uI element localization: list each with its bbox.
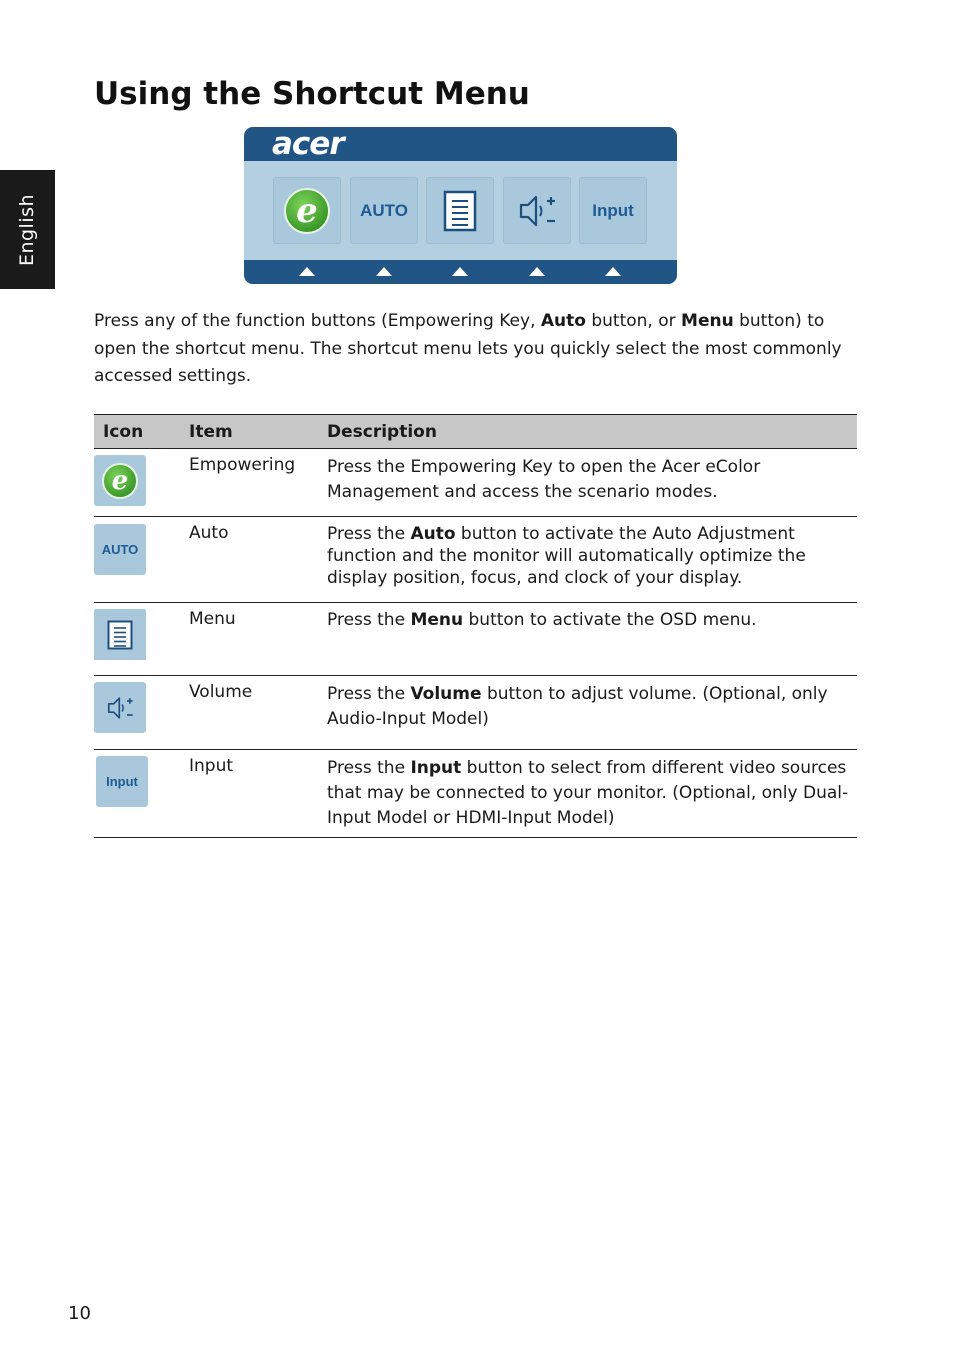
up-arrow-icon <box>299 267 315 276</box>
osd-input-button[interactable] <box>579 177 647 244</box>
up-arrow-icon <box>529 267 545 276</box>
item-name: Auto <box>189 523 229 543</box>
desc-text: Press the <box>327 524 411 544</box>
table-row <box>94 517 857 603</box>
desc-bold: Auto <box>410 524 456 544</box>
table-header <box>94 414 857 449</box>
osd-auto-label: AUTO <box>360 200 408 220</box>
osd-auto-button[interactable] <box>350 177 418 244</box>
desc-text: button to activate the Auto Adjustment function and the monitor will automatically optimize the display position, focus, and clock of your display. <box>327 524 806 588</box>
page-title: Using the Shortcut Menu <box>94 76 530 112</box>
table-row <box>94 676 857 750</box>
item-name: Menu <box>189 609 236 629</box>
menu-list-icon <box>107 620 133 650</box>
empowering-e-icon: e <box>284 188 330 234</box>
item-name: Input <box>189 756 234 776</box>
desc-bold: Volume <box>410 684 482 704</box>
language-tab <box>0 170 55 289</box>
acer-logo: acer <box>272 127 344 162</box>
auto-icon-label: AUTO <box>101 542 139 557</box>
input-icon-label: Input <box>106 774 138 789</box>
language-label: English <box>16 193 38 267</box>
header-item: Item <box>189 422 233 442</box>
osd-volume-button[interactable] <box>503 177 571 244</box>
header-icon: Icon <box>103 422 144 442</box>
header-description: Description <box>327 422 437 442</box>
shortcut-table <box>94 414 857 838</box>
desc-text: Press the <box>327 610 411 630</box>
up-arrow-icon <box>376 267 392 276</box>
osd-footer-bar <box>244 260 677 284</box>
table-row <box>94 449 857 517</box>
osd-header-bar <box>244 127 677 161</box>
item-description <box>327 455 852 505</box>
auto-icon-box <box>94 524 146 575</box>
osd-input-label: Input <box>592 200 634 220</box>
desc-text: Press the Empowering Key to open the Acer eColor Management and access the scenario modes. <box>327 457 761 502</box>
empowering-e-icon: e <box>102 463 138 499</box>
item-name: Volume <box>189 682 253 702</box>
volume-speaker-icon <box>106 695 134 721</box>
desc-text: button to adjust volume. (Optional, only Audio-Input Model) <box>327 684 828 729</box>
desc-text: Press the <box>327 684 411 704</box>
item-name: Empowering <box>189 455 296 475</box>
volume-icon-box <box>94 682 146 733</box>
desc-bold: Menu <box>410 610 464 630</box>
table-row <box>94 603 857 676</box>
desc-bold: Input <box>410 758 462 778</box>
item-description <box>327 523 852 589</box>
intro-text: button) to open the shortcut menu. The shortcut menu lets you quickly select the most commonly accessed settings. <box>94 311 842 386</box>
desc-text: button to select from different video sources that may be connected to your monitor. (Optional, only Dual-Input Model or HDMI-Input Model) <box>327 758 849 828</box>
intro-paragraph <box>94 308 854 391</box>
menu-list-icon <box>443 190 477 232</box>
item-description <box>327 756 852 831</box>
volume-speaker-icon <box>517 193 557 229</box>
input-icon-box <box>96 756 148 807</box>
item-description <box>327 609 852 631</box>
osd-shortcut-menu <box>244 127 677 284</box>
desc-text: Press the <box>327 758 411 778</box>
menu-icon-box <box>94 609 146 660</box>
empowering-icon-box <box>94 455 146 506</box>
intro-text: Press any of the function buttons (Empowering Key, <box>94 311 541 331</box>
intro-bold-auto: Auto <box>540 311 586 331</box>
intro-bold-menu: Menu <box>681 311 734 331</box>
osd-menu-button[interactable] <box>426 177 494 244</box>
page-number: 10 <box>68 1303 91 1324</box>
desc-text: button to activate the OSD menu. <box>463 610 757 630</box>
item-description <box>327 682 852 732</box>
osd-empowering-button[interactable] <box>273 177 341 244</box>
up-arrow-icon <box>605 267 621 276</box>
table-row <box>94 750 857 838</box>
intro-text: button, or <box>585 311 682 331</box>
up-arrow-icon <box>452 267 468 276</box>
